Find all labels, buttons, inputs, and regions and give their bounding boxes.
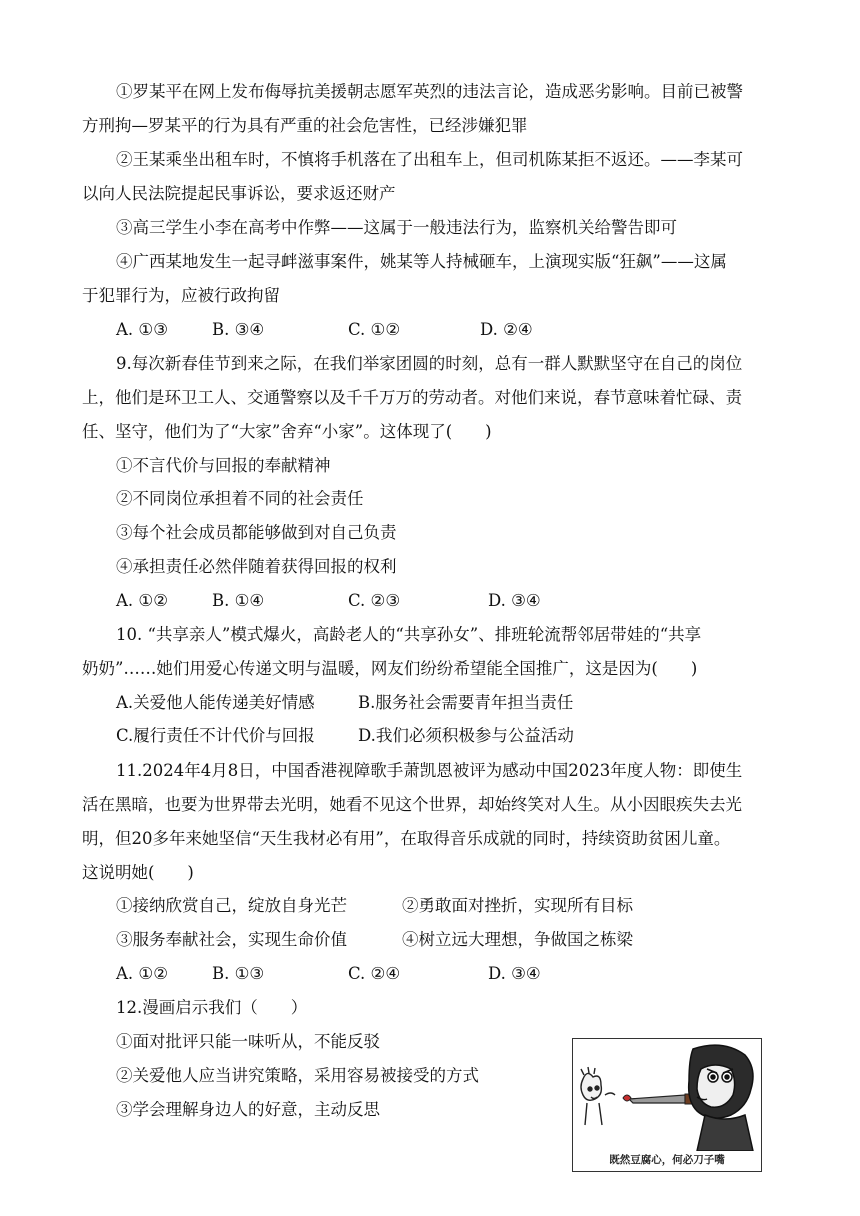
q9-item-4: ④承担责任必然伴随着获得回报的权利: [116, 557, 397, 576]
q11-option-a[interactable]: A. ①②: [116, 964, 168, 983]
q9-option-c[interactable]: C. ②③: [348, 591, 401, 610]
q11-stem-1: 11.2024年4月8日，中国香港视障歌手萧凯恩被评为感动中国2023年度人物：即使生: [116, 761, 743, 780]
scared-person-figure: [581, 1067, 615, 1125]
q9-stem-1: 9.每次新春佳节到来之际，在我们举家团圆的时刻，总有一群人默默坚守在自己的岗位: [116, 354, 743, 373]
q11-item-3: ③服务奉献社会，实现生命价值: [116, 930, 347, 949]
q8-option-a[interactable]: A. ①③: [116, 320, 168, 339]
q11-item-4: ④树立远大理想，争做国之栋梁: [402, 930, 633, 949]
q11-stem-3: 明，但20多年来她坚信“天生我材必有用”，在取得音乐成就的同时，持续资助贫困儿童。: [82, 829, 731, 848]
q11-item-1: ①接纳欣赏自己，绽放自身光芒: [116, 896, 347, 915]
q8-option-d[interactable]: D. ②④: [480, 320, 533, 339]
q10-stem-2: 奶奶”……她们用爱心传递文明与温暖，网友们纷纷希望能全国推广，这是因为( ): [82, 659, 698, 678]
q10-stem-1: 10. “共享亲人”模式爆火，高龄老人的“共享孙女”、排班轮流帮邻居带娃的“共享: [116, 625, 702, 644]
angry-person-figure: [689, 1045, 753, 1151]
q11-stem-4: 这说明她( ): [82, 863, 194, 882]
q8-item-4: ④广西某地发生一起寻衅滋事案件，姚某等人持械砸车，上演现实版“狂飙”——这属: [116, 252, 727, 271]
q9-option-d[interactable]: D. ③④: [488, 591, 541, 610]
q12-stem: 12.漫画启示我们（ ）: [116, 998, 308, 1017]
q11-item-2: ②勇敢面对挫折，实现所有目标: [402, 896, 633, 915]
q11-option-c[interactable]: C. ②④: [348, 964, 401, 983]
q11-stem-2: 活在黑暗，也要为世界带去光明，她看不见这个世界，却始终笑对人生。从小因眼疾失去光: [82, 795, 742, 814]
q8-option-c[interactable]: C. ①②: [348, 320, 401, 339]
q10-option-a[interactable]: A.关爱他人能传递美好情感: [116, 693, 315, 712]
q8-item-2: ②王某乘坐出租车时，不慎将手机落在了出租车上，但司机陈某拒不返还。——李某可: [116, 150, 743, 169]
q9-option-b[interactable]: B. ①④: [212, 591, 265, 610]
comic-caption: 既然豆腐心，何必刀子嘴: [609, 1154, 725, 1166]
q9-stem-2: 上，他们是环卫工人、交通警察以及千千万万的劳动者。对他们来说，春节意味着忙碌、责: [82, 388, 742, 407]
q9-item-3: ③每个社会成员都能够做到对自己负责: [116, 523, 397, 542]
q10-option-d[interactable]: D.我们必须积极参与公益活动: [358, 726, 574, 745]
q8-item-1: ①罗某平在网上发布侮辱抗美援朝志愿军英烈的违法言论，造成恶劣影响。目前已被警: [116, 82, 743, 101]
q9-item-2: ②不同岗位承担着不同的社会责任: [116, 489, 364, 508]
knife-shape: [623, 1094, 695, 1104]
q8-item-4-cont: 于犯罪行为，应被行政拘留: [82, 286, 280, 305]
q9-option-a[interactable]: A. ①②: [116, 591, 168, 610]
q11-option-b[interactable]: B. ①③: [212, 964, 265, 983]
q8-item-3: ③高三学生小李在高考中作弊——这属于一般违法行为，监察机关给警告即可: [116, 218, 677, 237]
q11-option-d[interactable]: D. ③④: [488, 964, 541, 983]
q9-stem-3: 任、坚守，他们为了“大家”舍弃“小家”。这体现了( ): [82, 422, 492, 441]
q10-option-c[interactable]: C.履行责任不计代价与回报: [116, 726, 315, 745]
q12-item-3: ③学会理解身边人的好意，主动反思: [116, 1100, 380, 1119]
comic-drawing: [573, 1039, 761, 1151]
q10-option-b[interactable]: B.服务社会需要青年担当责任: [358, 693, 574, 712]
q9-item-1: ①不言代价与回报的奉献精神: [116, 456, 331, 475]
q8-item-1-cont: 方刑拘—罗某平的行为具有严重的社会危害性，已经涉嫌犯罪: [82, 116, 528, 135]
q12-item-1: ①面对批评只能一味听从，不能反驳: [116, 1032, 380, 1051]
q8-option-b[interactable]: B. ③④: [212, 320, 265, 339]
q12-item-2: ②关爱他人应当讲究策略，采用容易被接受的方式: [116, 1066, 479, 1085]
comic-image: [572, 1038, 762, 1172]
q8-item-2-cont: 以向人民法院提起民事诉讼，要求返还财产: [82, 184, 396, 203]
